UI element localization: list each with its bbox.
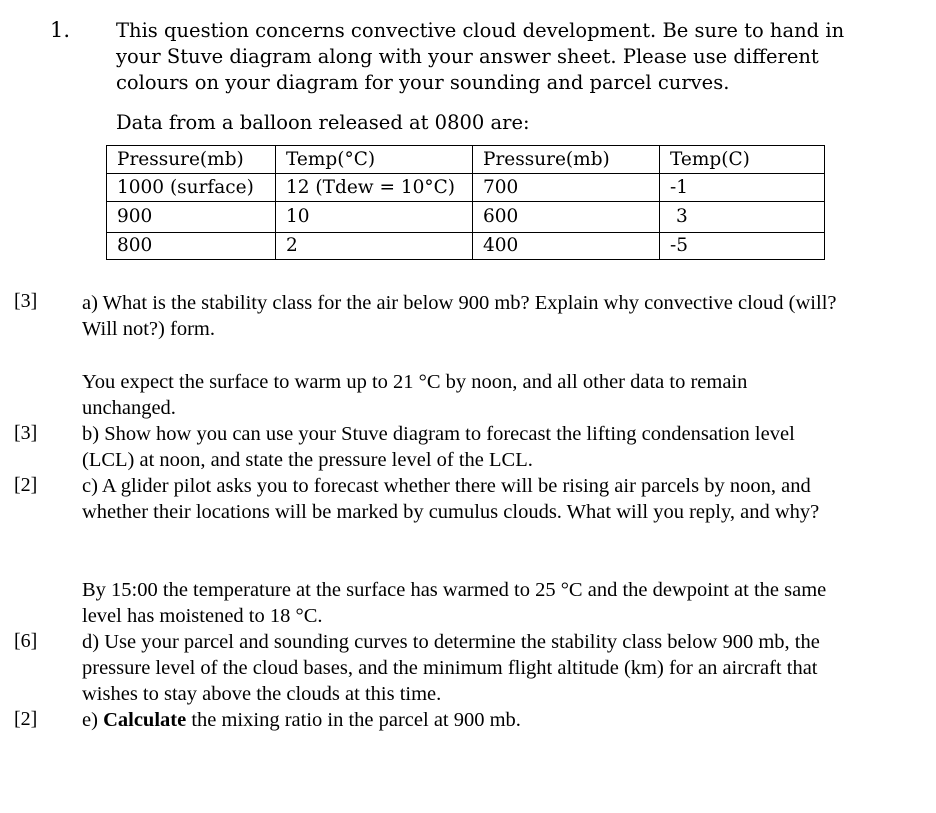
marks-a: [3] xyxy=(14,290,38,312)
table-cell: -1 xyxy=(660,174,825,202)
data-lead: Data from a balloon released at 0800 are: xyxy=(116,111,530,134)
table-header: Pressure(mb) xyxy=(107,146,276,174)
part-e-bold: Calculate xyxy=(103,709,187,731)
question-intro xyxy=(116,18,856,96)
part-a-text: a) What is the stability class for the air below 900 mb? Explain why convective cloud (will? Will not?) form. xyxy=(82,292,837,340)
table-header: Temp(°C) xyxy=(276,146,473,174)
marks-b: [3] xyxy=(14,422,38,444)
table-cell: -5 xyxy=(660,233,825,260)
table-row xyxy=(107,233,825,260)
table-row xyxy=(107,174,825,202)
part-e-suffix: the mixing ratio in the parcel at 900 mb. xyxy=(186,709,521,731)
part-e-text xyxy=(82,707,842,733)
afternoon-context xyxy=(82,577,842,629)
part-d-text: d) Use your parcel and sounding curves to determine the stability class below 900 mb, the pressure level of the cloud bases, and the minimum flight altitude (km) for an aircraft that wishes to stay above the clouds at this time. xyxy=(82,631,820,705)
part-b xyxy=(82,421,842,473)
table-cell: 900 xyxy=(107,202,276,233)
table-cell: 1000 (surface) xyxy=(107,174,276,202)
table-header: Pressure(mb) xyxy=(473,146,660,174)
part-c xyxy=(82,473,842,525)
table-cell: 10 xyxy=(276,202,473,233)
part-c-text: c) A glider pilot asks you to forecast whether there will be rising air parcels by noon, and whether their locations will be marked by cumulus clouds. What will you reply, and why? xyxy=(82,475,820,523)
marks-d: [6] xyxy=(14,630,38,652)
marks-c: [2] xyxy=(14,474,38,496)
noon-context xyxy=(82,369,842,421)
table-row xyxy=(107,202,825,233)
part-d xyxy=(82,629,842,707)
table-cell: 400 xyxy=(473,233,660,260)
part-e-prefix: e) xyxy=(82,709,104,731)
table-cell: 3 xyxy=(660,202,825,233)
sounding-table xyxy=(106,145,825,260)
table-header: Temp(C) xyxy=(660,146,825,174)
noon-context-text: You expect the surface to warm up to 21 °C by noon, and all other data to remain unchanged. xyxy=(82,371,748,419)
part-b-text: b) Show how you can use your Stuve diagram to forecast the lifting condensation level (LCL) at noon, and state the pressure level of the LCL. xyxy=(82,423,795,471)
afternoon-context-text: By 15:00 the temperature at the surface has warmed to 25 °C and the dewpoint at the same level has moistened to 18 °C. xyxy=(82,579,827,627)
part-a xyxy=(82,290,842,342)
table-cell: 12 (Tdew = 10°C) xyxy=(276,174,473,202)
marks-e: [2] xyxy=(14,708,38,730)
table-cell: 800 xyxy=(107,233,276,260)
table-cell: 2 xyxy=(276,233,473,260)
question-number: 1. xyxy=(50,18,71,42)
table-cell: 600 xyxy=(473,202,660,233)
table-header-row xyxy=(107,146,825,174)
table-cell: 700 xyxy=(473,174,660,202)
part-e xyxy=(82,707,842,733)
intro-text: This question concerns convective cloud development. Be sure to hand in your Stuve diagram along with your answer sheet. Please use different colours on your diagram for your sounding and parcel curves. xyxy=(116,19,845,94)
